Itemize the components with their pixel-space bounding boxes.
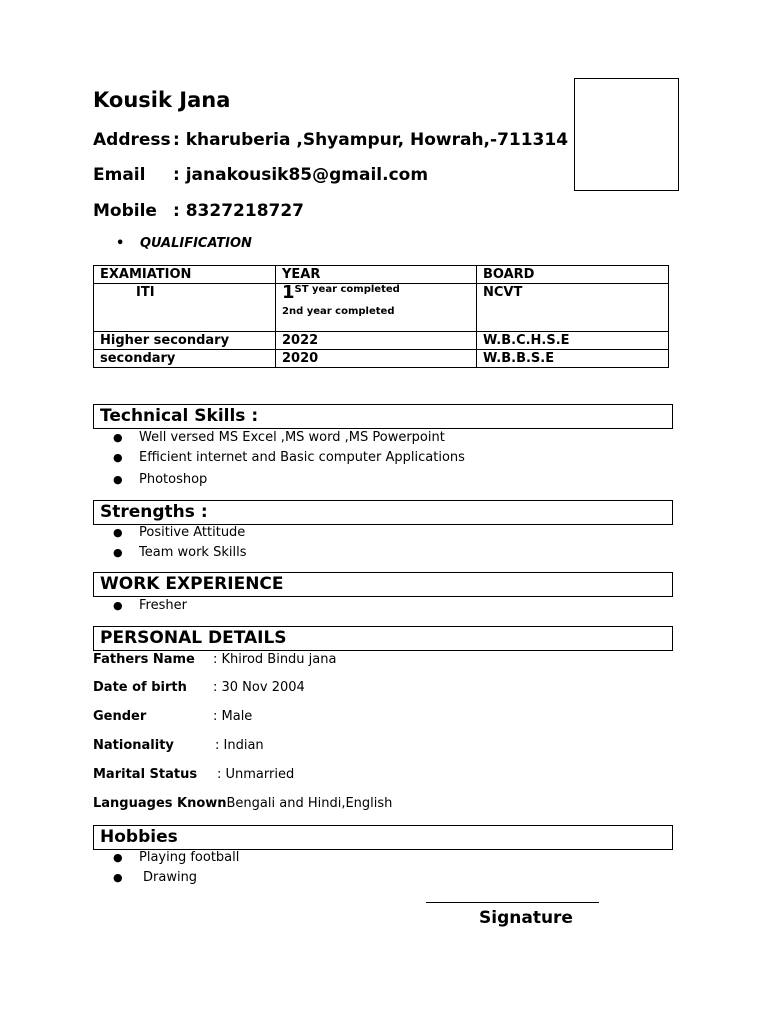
bullet-icon: ● xyxy=(113,871,123,884)
list-item-text: Playing football xyxy=(139,850,240,865)
list-item xyxy=(113,848,239,868)
year-ordinal: 1 xyxy=(282,282,295,303)
strengths-heading: Strengths : xyxy=(93,500,673,525)
applicant-name: Kousik Jana xyxy=(93,88,231,112)
table-cell: 2020 xyxy=(276,350,477,368)
hobbies-heading: Hobbies xyxy=(93,825,673,850)
list-item-text: Positive Attitude xyxy=(139,525,246,540)
field-value: : Unmarried xyxy=(217,767,295,782)
field-value: : Bengali and Hindi,English xyxy=(218,796,393,811)
table-row xyxy=(94,332,669,350)
address-label: Address xyxy=(93,130,171,150)
signature-line xyxy=(426,902,599,903)
table-cell: secondary xyxy=(94,350,276,368)
signature-label: Signature xyxy=(479,908,573,928)
work-experience-list xyxy=(113,596,187,616)
bullet-icon: ● xyxy=(113,851,123,864)
qualification-title: QUALIFICATION xyxy=(140,236,252,251)
bullet-icon: ● xyxy=(113,473,123,486)
list-item xyxy=(113,543,246,563)
gender-row xyxy=(93,709,252,724)
bullet-icon: ● xyxy=(113,431,123,444)
field-label: Marital Status xyxy=(93,767,198,782)
list-item-text: Efficient internet and Basic computer Applications xyxy=(139,450,465,465)
qualification-table xyxy=(93,265,669,368)
list-item-text: Drawing xyxy=(143,870,198,885)
fathers-name-row xyxy=(93,652,336,667)
personal-details-heading: PERSONAL DETAILS xyxy=(93,626,673,651)
bullet-icon: • xyxy=(116,236,125,251)
list-item xyxy=(113,470,465,490)
table-cell: W.B.C.H.S.E xyxy=(477,332,669,350)
table-cell: Higher secondary xyxy=(94,332,276,350)
list-item-text: Team work Skills xyxy=(139,545,247,560)
list-item-text: Photoshop xyxy=(139,472,208,487)
table-cell: NCVT xyxy=(477,284,669,332)
strengths-list xyxy=(113,523,246,563)
list-item xyxy=(113,428,465,448)
dob-row xyxy=(93,680,305,695)
bullet-icon: ● xyxy=(113,546,123,559)
field-label: Fathers Name xyxy=(93,652,195,667)
list-item xyxy=(113,596,187,616)
bullet-icon: ● xyxy=(113,526,123,539)
hobbies-list xyxy=(113,848,239,888)
nationality-row xyxy=(93,738,264,753)
list-item xyxy=(113,448,465,468)
field-label: Languages Known xyxy=(93,796,227,811)
field-value: : 30 Nov 2004 xyxy=(213,680,305,695)
table-header-cell: EXAMIATION xyxy=(94,266,276,284)
field-label: Gender xyxy=(93,709,147,724)
list-item xyxy=(113,868,239,888)
field-label: Date of birth xyxy=(93,680,187,695)
address-value: : kharuberia ,Shyampur, Howrah,-711314 xyxy=(173,130,569,150)
table-cell: W.B.B.S.E xyxy=(477,350,669,368)
technical-skills-heading: Technical Skills : xyxy=(93,404,673,429)
table-cell: 2022 xyxy=(276,332,477,350)
list-item-text: Well versed MS Excel ,MS word ,MS Powerpoint xyxy=(139,430,445,445)
year-superscript: ST year completed xyxy=(294,284,400,295)
mobile-line xyxy=(93,201,304,221)
table-header-row xyxy=(94,266,669,284)
marital-status-row xyxy=(93,767,294,782)
mobile-value: : 8327218727 xyxy=(173,201,305,221)
technical-skills-list xyxy=(113,428,465,490)
table-row xyxy=(94,284,669,332)
year-second: 2nd year completed xyxy=(282,306,395,317)
mobile-label: Mobile xyxy=(93,201,157,221)
field-label: Nationality xyxy=(93,738,174,753)
bullet-icon: ● xyxy=(113,451,123,464)
table-cell: ITI xyxy=(94,284,276,332)
table-header-cell: BOARD xyxy=(477,266,669,284)
email-line xyxy=(93,165,428,185)
email-value: : janakousik85@gmail.com xyxy=(173,165,429,185)
table-row xyxy=(94,350,669,368)
photo-placeholder xyxy=(574,78,679,191)
address-line xyxy=(93,130,568,150)
list-item-text: Fresher xyxy=(139,598,187,613)
languages-row xyxy=(93,796,392,811)
qualification-heading xyxy=(116,236,252,251)
field-value: : Khirod Bindu jana xyxy=(213,652,337,667)
table-header-cell: YEAR xyxy=(276,266,477,284)
email-label: Email xyxy=(93,165,146,185)
field-value: : Male xyxy=(213,709,253,724)
bullet-icon: ● xyxy=(113,599,123,612)
work-experience-heading: WORK EXPERIENCE xyxy=(93,572,673,597)
list-item xyxy=(113,523,246,543)
table-cell xyxy=(276,284,477,332)
field-value: : Indian xyxy=(215,738,264,753)
